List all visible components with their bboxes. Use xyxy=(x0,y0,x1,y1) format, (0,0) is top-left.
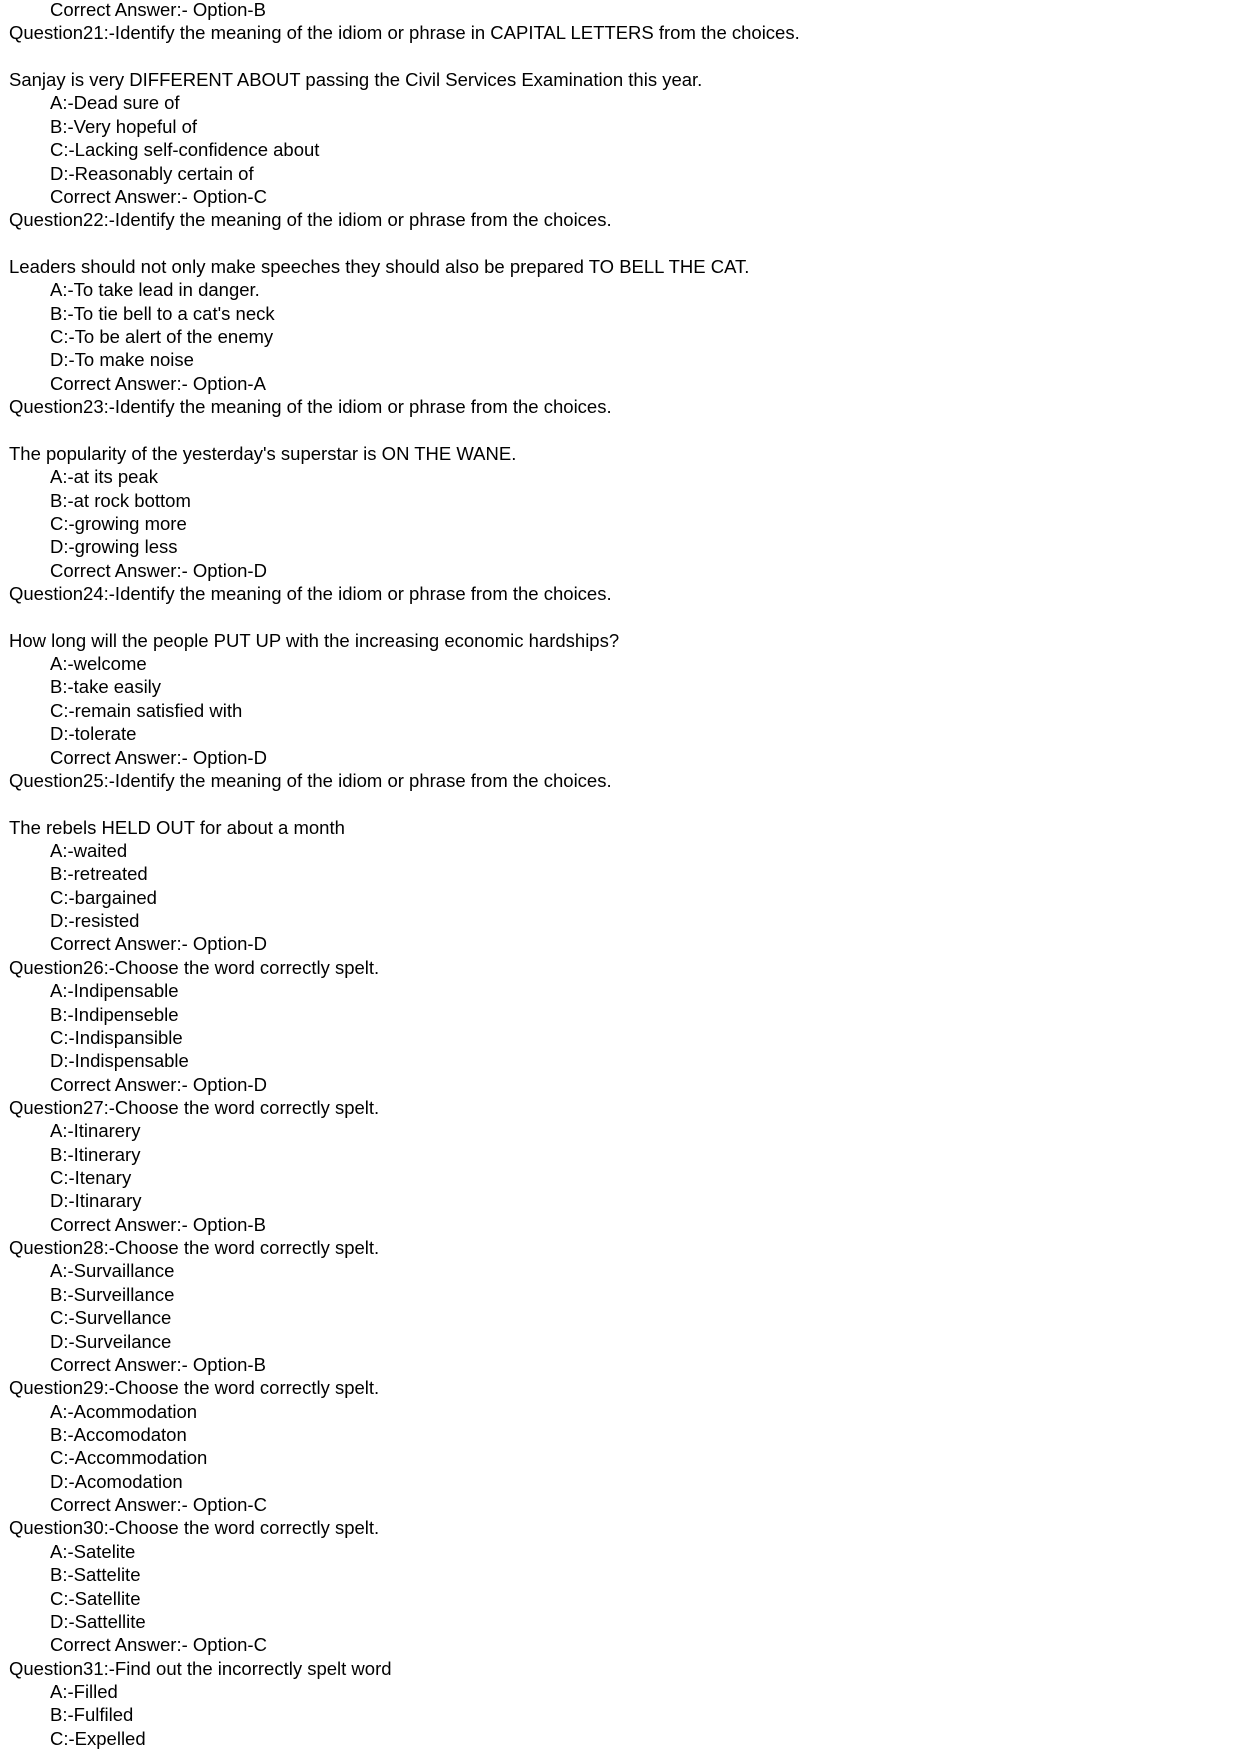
answer-option: B:-To tie bell to a cat's neck xyxy=(50,302,275,324)
answer-option: D:-Indispensable xyxy=(50,1050,189,1072)
question-sentence: Leaders should not only make speeches they should also be prepared TO BELL THE CAT. xyxy=(9,256,750,277)
answer-option: A:-Indipensable xyxy=(50,980,179,1002)
correct-answer: Correct Answer:- Option-D xyxy=(50,559,267,581)
question-heading: Question25:-Identify the meaning of the idiom or phrase from the choices. xyxy=(9,769,612,791)
question-heading: Question31:-Find out the incorrectly spelt word xyxy=(9,1657,392,1679)
answer-option: C:-growing more xyxy=(50,512,187,534)
correct-answer: Correct Answer:- Option-D xyxy=(50,746,267,768)
answer-option: D:-resisted xyxy=(50,910,140,931)
answer-option: D:-tolerate xyxy=(50,723,137,745)
question-heading: Question30:-Choose the word correctly spelt. xyxy=(9,1517,380,1539)
correct-answer: Correct Answer:- Option-B xyxy=(50,1213,266,1235)
answer-option: A:-waited xyxy=(50,840,128,861)
answer-option: C:-To be alert of the enemy xyxy=(50,326,274,347)
answer-option: C:-bargained xyxy=(50,886,157,908)
answer-option: A:-welcome xyxy=(50,653,147,675)
correct-answer: Correct Answer:- Option-C xyxy=(50,1494,267,1515)
answer-option: A:-Acommodation xyxy=(50,1400,198,1422)
answer-option: D:-Reasonably certain of xyxy=(50,162,254,184)
question-heading: Question23:-Identify the meaning of the idiom or phrase from the choices. xyxy=(9,396,612,418)
answer-option: C:-Indispansible xyxy=(50,1026,183,1048)
answer-option: A:-Itinarery xyxy=(50,1120,141,1142)
answer-option: B:-Itinerary xyxy=(50,1143,141,1165)
answer-option: B:-Surveillance xyxy=(50,1283,175,1305)
question-sentence: Sanjay is very DIFFERENT ABOUT passing the Civil Services Examination this year. xyxy=(9,69,703,91)
answer-option: D:-Surveilance xyxy=(50,1330,172,1352)
answer-option: D:-To make noise xyxy=(50,349,194,371)
question-heading: Question26:-Choose the word correctly spelt. xyxy=(9,956,380,978)
correct-answer: Correct Answer:- Option-A xyxy=(50,372,266,394)
correct-answer: Correct Answer:- Option-B xyxy=(50,0,266,20)
answer-option: C:-Survellance xyxy=(50,1307,172,1329)
answer-option: C:-Itenary xyxy=(50,1167,132,1188)
answer-option: A:-Satelite xyxy=(50,1540,136,1562)
answer-option: B:-Accomodaton xyxy=(50,1424,187,1445)
correct-answer: Correct Answer:- Option-C xyxy=(50,185,267,207)
question-heading: Question22:-Identify the meaning of the idiom or phrase from the choices. xyxy=(9,209,612,231)
answer-option: C:-Accommodation xyxy=(50,1447,208,1469)
answer-option: D:-growing less xyxy=(50,536,178,558)
answer-option: A:-Filled xyxy=(50,1680,118,1702)
question-heading: Question27:-Choose the word correctly spelt. xyxy=(9,1096,380,1118)
answer-option: A:-Survaillance xyxy=(50,1260,175,1282)
answer-option: D:-Acomodation xyxy=(50,1470,183,1492)
answer-option: C:-Expelled xyxy=(50,1727,146,1749)
answer-option: C:-Satellite xyxy=(50,1587,141,1609)
answer-option: B:-take easily xyxy=(50,676,162,698)
question-heading: Question21:-Identify the meaning of the idiom or phrase in CAPITAL LETTERS from the choices. xyxy=(9,22,800,44)
answer-option: B:-retreated xyxy=(50,863,148,885)
answer-option: A:-Dead sure of xyxy=(50,92,180,114)
answer-option: A:-at its peak xyxy=(50,466,158,488)
answer-option: A:-To take lead in danger. xyxy=(50,279,260,301)
question-sentence: The popularity of the yesterday's superstar is ON THE WANE. xyxy=(9,442,517,464)
question-heading: Question28:-Choose the word correctly spelt. xyxy=(9,1237,380,1259)
answer-option: C:-remain satisfied with xyxy=(50,699,243,721)
answer-option: D:-Sattellite xyxy=(50,1610,146,1632)
question-sentence: How long will the people PUT UP with the increasing economic hardships? xyxy=(9,629,620,651)
answer-option: B:-Indipenseble xyxy=(50,1003,179,1025)
answer-option: B:-Very hopeful of xyxy=(50,115,198,137)
question-heading: Question24:-Identify the meaning of the idiom or phrase from the choices. xyxy=(9,583,612,604)
correct-answer: Correct Answer:- Option-D xyxy=(50,933,267,955)
correct-answer: Correct Answer:- Option-D xyxy=(50,1073,267,1095)
answer-option: C:-Lacking self-confidence about xyxy=(50,139,320,161)
correct-answer: Correct Answer:- Option-C xyxy=(50,1634,267,1656)
answer-option: B:-at rock bottom xyxy=(50,489,191,511)
answer-option: D:-Itinarary xyxy=(50,1190,142,1212)
answer-option: B:-Fulfiled xyxy=(50,1704,134,1726)
correct-answer: Correct Answer:- Option-B xyxy=(50,1353,266,1375)
question-heading: Question29:-Choose the word correctly spelt. xyxy=(9,1377,380,1399)
question-sentence: The rebels HELD OUT for about a month xyxy=(9,816,345,838)
answer-option: B:-Sattelite xyxy=(50,1564,141,1586)
